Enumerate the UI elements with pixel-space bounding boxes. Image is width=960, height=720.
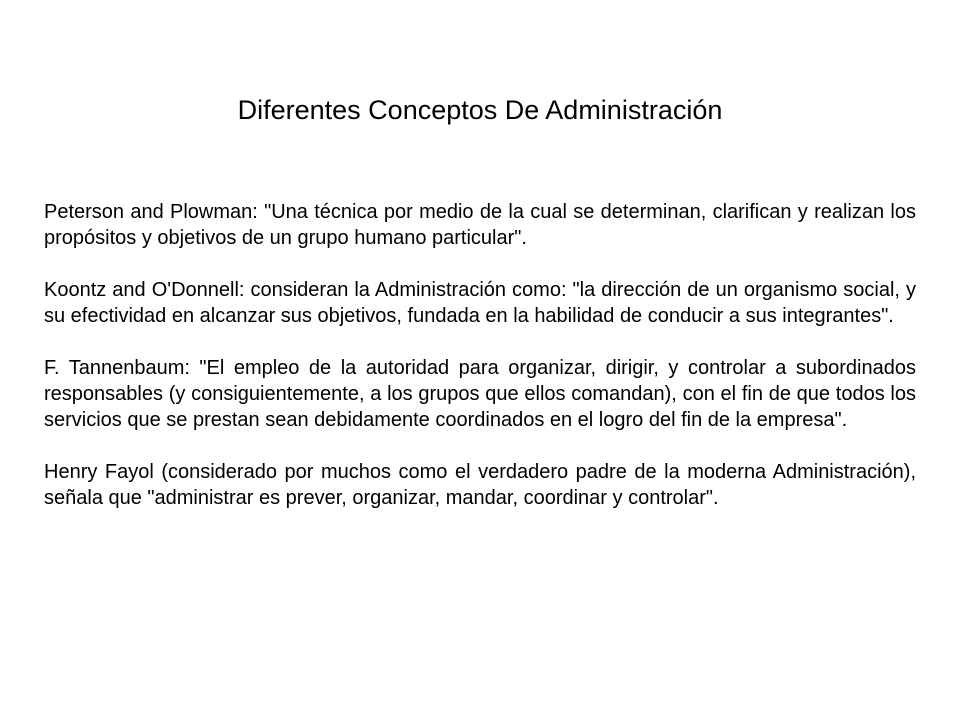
slide-title: Diferentes Conceptos De Administración — [237, 95, 723, 125]
definition-koontz-odonnell: Koontz and O'Donnell: consideran la Administración como: "la dirección de un organismo social, y su efectividad en alcanzar sus objetivos, fundada en la habilidad de conducir a sus integrantes". — [44, 279, 916, 327]
definition-fayol: Henry Fayol (considerado por muchos como el verdadero padre de la moderna Administración), señala que "administrar es prever, organizar, mandar, coordinar y controlar". — [44, 461, 916, 509]
slide-body — [44, 199, 916, 537]
definition-peterson-plowman: Peterson and Plowman: "Una técnica por medio de la cual se determinan, clarifican y realizan los propósitos y objetivos de un grupo humano particular". — [44, 201, 916, 249]
definition-tannenbaum: F. Tannenbaum: "El empleo de la autoridad para organizar, dirigir, y controlar a subordinados responsables (y consiguientemente, a los grupos que ellos comandan), con el fin de que todos los servicios que se prestan sean debidamente coordinados en el logro del fin de la empresa". — [44, 357, 916, 431]
